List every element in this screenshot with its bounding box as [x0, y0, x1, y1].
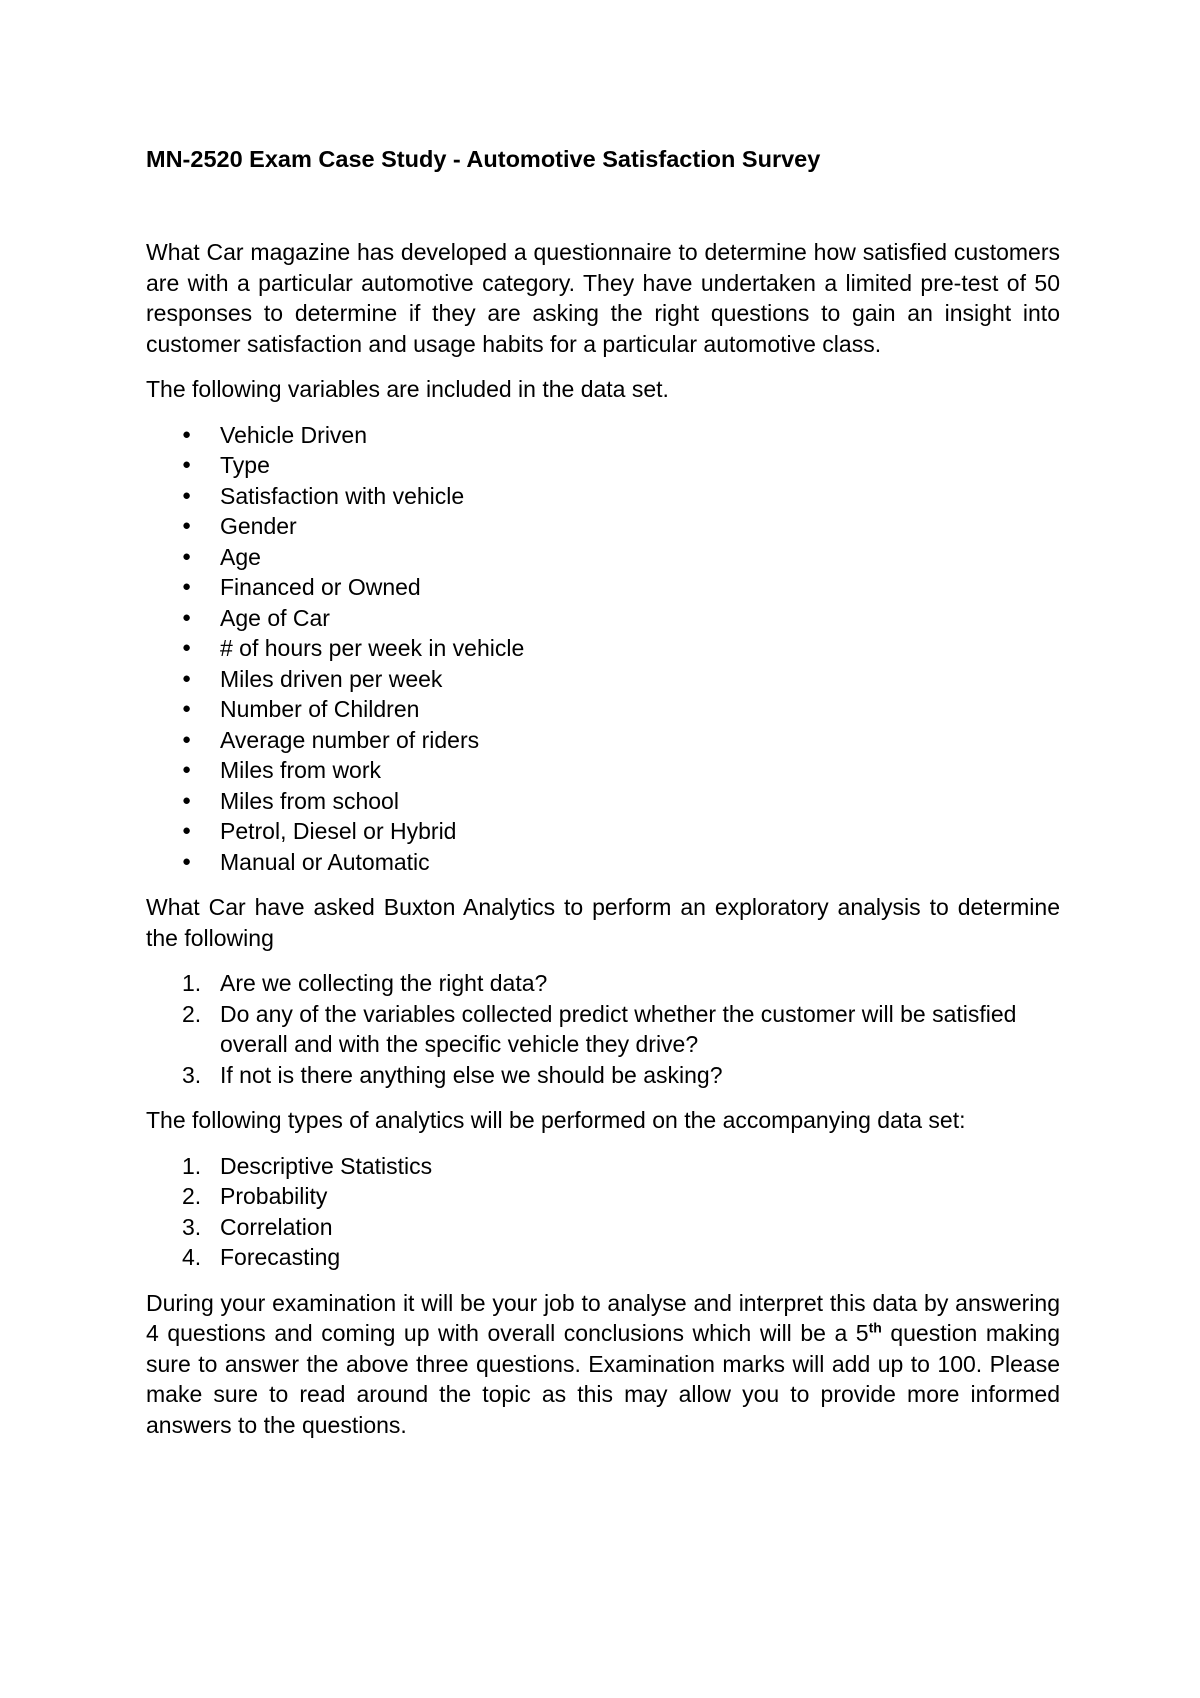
list-item — [146, 999, 1060, 1060]
list-item — [146, 1151, 1060, 1182]
list-item: ● Age of Car — [146, 603, 1060, 634]
closing-text-start: During your examination it will be your job to analyse and interpret this data by answering 4 questions and coming up with overall conclusions which will be a 5 — [146, 1289, 1060, 1346]
ordinal-suffix: th — [868, 1319, 882, 1336]
list-number: 2. — [182, 1000, 202, 1027]
list-item-text: Descriptive Statistics — [220, 1152, 433, 1179]
list-item — [146, 1212, 1060, 1243]
list-number: 1. — [182, 970, 202, 996]
list-item — [146, 1060, 1060, 1091]
variables-intro: The following variables are included in the data set. — [146, 376, 669, 402]
list-number: 2. — [182, 1183, 202, 1209]
list-item: ● Petrol, Diesel or Hybrid — [146, 816, 1060, 847]
analytics-intro: The following types of analytics will be performed on the accompanying data set: — [146, 1107, 966, 1133]
variables-list — [146, 420, 1060, 878]
list-item: ● Miles driven per week — [146, 664, 1060, 695]
list-number: 4. — [182, 1244, 202, 1270]
list-item-text: Are we collecting the right data? — [220, 970, 548, 996]
list-item: ● Satisfaction with vehicle — [146, 481, 1060, 512]
list-item: ● Number of Children — [146, 694, 1060, 725]
list-item: ● Type — [146, 450, 1060, 481]
questions-list — [146, 968, 1060, 1090]
list-item: ● Age — [146, 542, 1060, 573]
list-item-text: Forecasting — [220, 1244, 341, 1270]
list-item: ● Vehicle Driven — [146, 420, 1060, 451]
closing-text-end: question making sure to answer the above three questions. Examination marks will add up to 100. Please make sure to read around the topic as this may allow you to provide more informed answers to the questions. — [146, 1320, 1060, 1438]
request-paragraph: What Car have asked Buxton Analytics to perform an exploratory analysis to determine the following — [146, 894, 1060, 951]
list-item: ● Financed or Owned — [146, 572, 1060, 603]
list-item: ● Miles from work — [146, 755, 1060, 786]
list-item: ● Gender — [146, 511, 1060, 542]
page-title: MN-2520 Exam Case Study - Automotive Satisfaction Survey — [146, 146, 821, 172]
list-number: 1. — [182, 1152, 202, 1179]
list-item: ● Miles from school — [146, 786, 1060, 817]
list-number: 3. — [182, 1213, 202, 1240]
list-item-text: Do any of the variables collected predict whether the customer will be satisfied overall and with the specific vehicle they drive? — [220, 1000, 1017, 1057]
list-item — [146, 1181, 1060, 1212]
closing-paragraph — [146, 1288, 1060, 1441]
list-item: ● # of hours per week in vehicle — [146, 633, 1060, 664]
list-item: ● Average number of riders — [146, 725, 1060, 756]
list-item — [146, 968, 1060, 999]
list-item: ● Manual or Automatic — [146, 847, 1060, 878]
list-item-text: Probability — [220, 1183, 328, 1209]
list-item-text: If not is there anything else we should be asking? — [220, 1061, 723, 1088]
analytics-list — [146, 1151, 1060, 1273]
list-item-text: Correlation — [220, 1213, 333, 1240]
document-content — [146, 237, 1060, 1455]
list-item — [146, 1242, 1060, 1273]
list-number: 3. — [182, 1061, 202, 1088]
intro-paragraph: What Car magazine has developed a questionnaire to determine how satisfied customers are with a particular automotive category. They have undertaken a limited pre-test of 50 responses to determine if they are asking the right questions to gain an insight into customer satisfaction and usage habits for a particular automotive class. — [146, 239, 1060, 357]
